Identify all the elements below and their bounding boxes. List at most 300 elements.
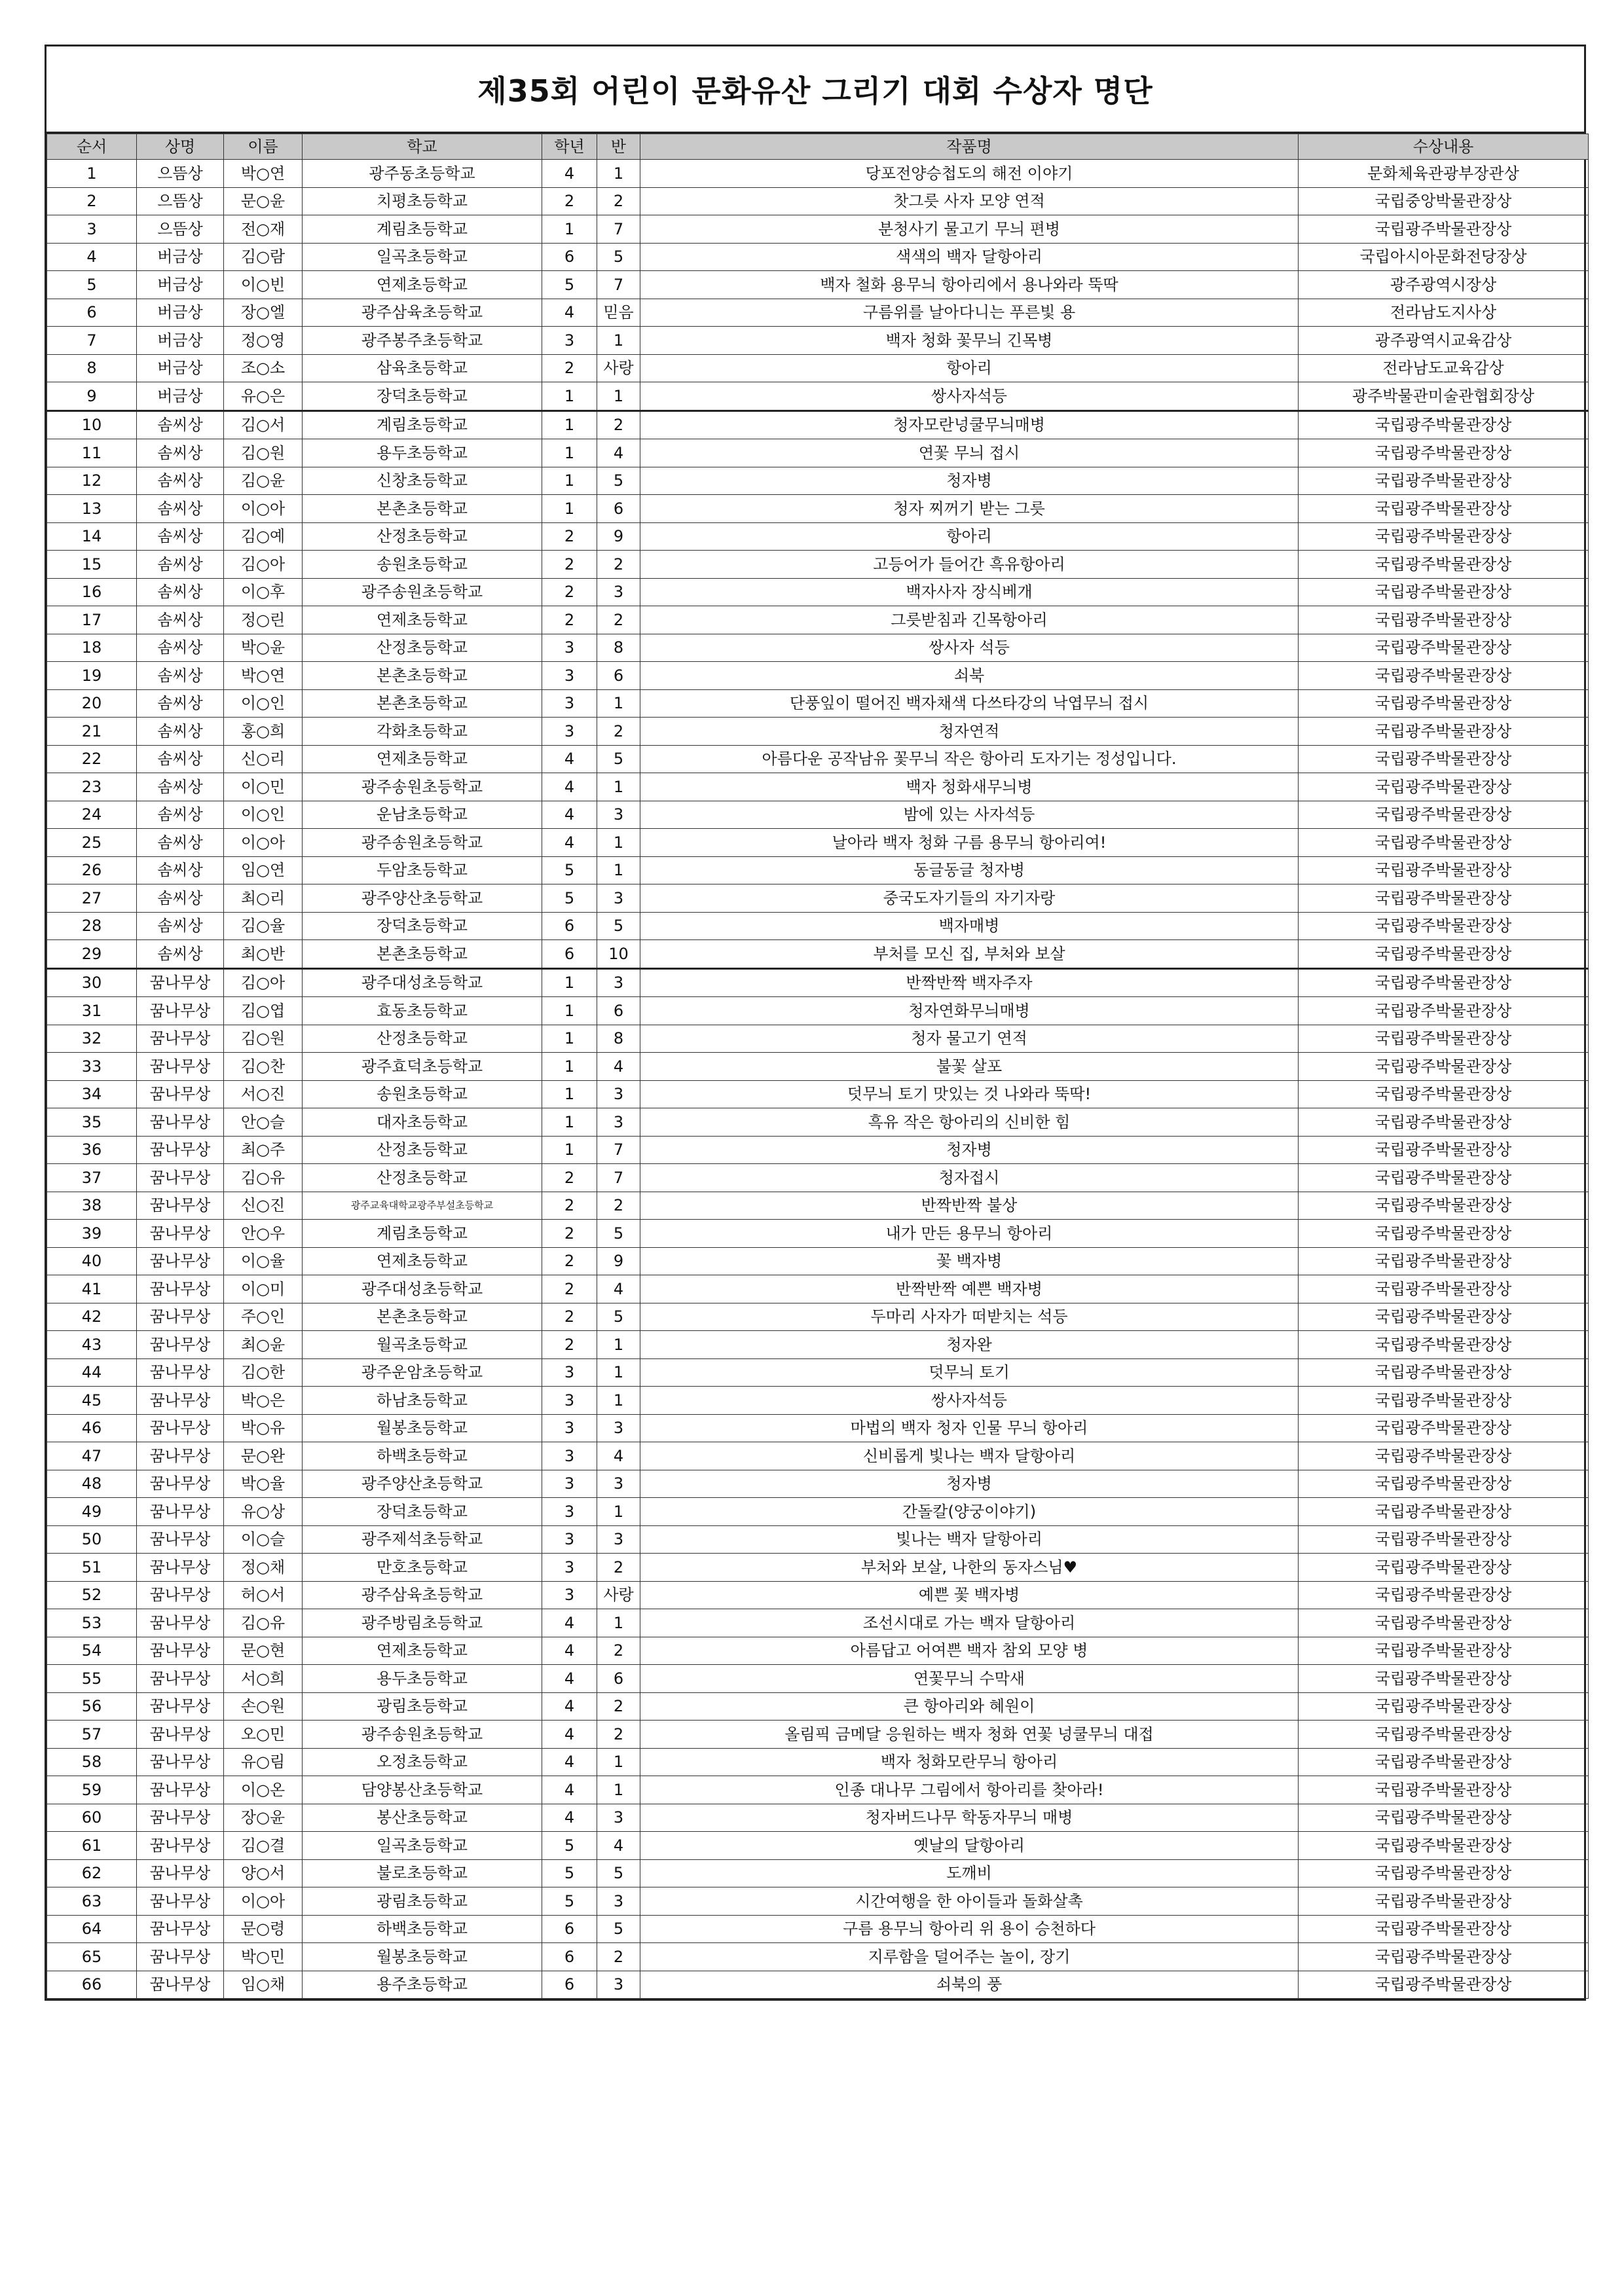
grade-cell: 2 (542, 606, 597, 634)
class-cell: 5 (597, 912, 640, 940)
award-cell: 꿈나무상 (137, 1053, 224, 1081)
table-row (47, 1776, 1589, 1804)
grade-cell: 4 (542, 1748, 597, 1776)
award-cell: 꿈나무상 (137, 1971, 224, 1999)
school-cell: 광주방림초등학교 (303, 1609, 542, 1637)
award-cell: 꿈나무상 (137, 1192, 224, 1220)
order-cell: 39 (47, 1220, 137, 1248)
grade-cell: 3 (542, 327, 597, 355)
prize-cell: 국립광주박물관장상 (1299, 1025, 1589, 1053)
award-cell: 꿈나무상 (137, 1136, 224, 1164)
school-cell: 광주송원초등학교 (303, 829, 542, 857)
award-cell: 솜씨상 (137, 801, 224, 829)
name-cell: 유○림 (224, 1748, 303, 1776)
name-cell: 박○은 (224, 1387, 303, 1415)
class-cell: 5 (597, 745, 640, 773)
work-title-cell: 항아리 (640, 522, 1299, 551)
work-title-cell: 항아리 (640, 354, 1299, 382)
class-cell: 1 (597, 160, 640, 188)
work-title-cell: 백자매병 (640, 912, 1299, 940)
name-cell: 장○엘 (224, 299, 303, 327)
school-cell: 광주운암초등학교 (303, 1358, 542, 1387)
class-cell: 1 (597, 689, 640, 718)
grade-cell: 6 (542, 243, 597, 271)
class-cell: 1 (597, 1358, 640, 1387)
prize-cell: 국립광주박물관장상 (1299, 801, 1589, 829)
grade-cell: 5 (542, 271, 597, 299)
school-cell: 광주효덕초등학교 (303, 1053, 542, 1081)
award-cell: 솜씨상 (137, 578, 224, 606)
work-title-cell: 청자연적 (640, 718, 1299, 746)
class-cell: 6 (597, 495, 640, 523)
name-cell: 유○상 (224, 1498, 303, 1526)
table-row (47, 884, 1589, 913)
prize-cell: 국립광주박물관장상 (1299, 410, 1589, 439)
name-cell: 최○주 (224, 1136, 303, 1164)
class-cell: 3 (597, 1414, 640, 1442)
table-row (47, 912, 1589, 940)
school-cell: 월봉초등학교 (303, 1943, 542, 1971)
class-cell: 6 (597, 662, 640, 690)
order-cell: 8 (47, 354, 137, 382)
work-title-cell: 청자 찌꺼기 받는 그릇 (640, 495, 1299, 523)
class-cell: 믿음 (597, 299, 640, 327)
class-cell: 1 (597, 829, 640, 857)
name-cell: 김○서 (224, 410, 303, 439)
school-cell: 장덕초등학교 (303, 912, 542, 940)
grade-cell: 1 (542, 968, 597, 997)
work-title-cell: 쌍사자석등 (640, 1387, 1299, 1415)
award-cell: 솜씨상 (137, 522, 224, 551)
name-cell: 문○윤 (224, 187, 303, 215)
work-title-cell: 청자모란넝쿨무늬매병 (640, 410, 1299, 439)
grade-cell: 4 (542, 1609, 597, 1637)
order-cell: 36 (47, 1136, 137, 1164)
table-row (47, 1554, 1589, 1582)
work-title-cell: 청자접시 (640, 1164, 1299, 1192)
grade-cell: 1 (542, 215, 597, 244)
work-title-cell: 구름 용무늬 항아리 위 용이 승천하다 (640, 1915, 1299, 1943)
grade-cell: 2 (542, 1275, 597, 1303)
award-cell: 으뜸상 (137, 187, 224, 215)
award-cell: 꿈나무상 (137, 1609, 224, 1637)
class-cell: 2 (597, 1637, 640, 1665)
order-cell: 20 (47, 689, 137, 718)
school-cell: 불로초등학교 (303, 1859, 542, 1887)
class-cell: 3 (597, 1080, 640, 1108)
table-row (47, 1108, 1589, 1137)
table-row (47, 215, 1589, 244)
prize-cell: 국립광주박물관장상 (1299, 997, 1589, 1025)
award-cell: 솜씨상 (137, 856, 224, 884)
table-row (47, 327, 1589, 355)
class-cell: 사랑 (597, 354, 640, 382)
work-title-cell: 조선시대로 가는 백자 달항아리 (640, 1609, 1299, 1637)
table-row (47, 1358, 1589, 1387)
work-title-cell: 그릇받침과 긴목항아리 (640, 606, 1299, 634)
award-cell: 꿈나무상 (137, 1080, 224, 1108)
order-cell: 28 (47, 912, 137, 940)
class-cell: 2 (597, 1692, 640, 1721)
school-cell: 치평초등학교 (303, 187, 542, 215)
school-cell: 광주제석초등학교 (303, 1525, 542, 1554)
prize-cell: 국립광주박물관장상 (1299, 773, 1589, 801)
table-row (47, 1053, 1589, 1081)
table-row (47, 856, 1589, 884)
prize-cell: 국립광주박물관장상 (1299, 1609, 1589, 1637)
prize-cell: 국립광주박물관장상 (1299, 968, 1589, 997)
award-cell: 꿈나무상 (137, 1525, 224, 1554)
class-cell: 5 (597, 243, 640, 271)
grade-cell: 2 (542, 1247, 597, 1275)
prize-cell: 국립광주박물관장상 (1299, 1525, 1589, 1554)
name-cell: 신○진 (224, 1192, 303, 1220)
award-cell: 꿈나무상 (137, 1692, 224, 1721)
school-cell: 용두초등학교 (303, 439, 542, 467)
grade-cell: 6 (542, 912, 597, 940)
prize-cell: 국립광주박물관장상 (1299, 1721, 1589, 1749)
work-title-cell: 도깨비 (640, 1859, 1299, 1887)
name-cell: 김○한 (224, 1358, 303, 1387)
class-cell: 2 (597, 1943, 640, 1971)
prize-cell: 국립광주박물관장상 (1299, 1220, 1589, 1248)
work-title-cell: 청자병 (640, 1470, 1299, 1498)
school-cell: 산정초등학교 (303, 522, 542, 551)
order-cell: 44 (47, 1358, 137, 1387)
name-cell: 이○미 (224, 1275, 303, 1303)
name-cell: 문○현 (224, 1637, 303, 1665)
class-cell: 4 (597, 439, 640, 467)
header-class: 반 (597, 134, 640, 160)
award-cell: 버금상 (137, 354, 224, 382)
school-cell: 광주양산초등학교 (303, 1470, 542, 1498)
class-cell: 2 (597, 1554, 640, 1582)
class-cell: 1 (597, 1331, 640, 1359)
table-row (47, 410, 1589, 439)
table-row (47, 1414, 1589, 1442)
award-cell: 솜씨상 (137, 689, 224, 718)
award-cell: 꿈나무상 (137, 1776, 224, 1804)
prize-cell: 전라남도교육감상 (1299, 354, 1589, 382)
header-prize: 수상내용 (1299, 134, 1589, 160)
work-title-cell: 동글동글 청자병 (640, 856, 1299, 884)
award-cell: 꿈나무상 (137, 968, 224, 997)
order-cell: 41 (47, 1275, 137, 1303)
grade-cell: 1 (542, 1025, 597, 1053)
name-cell: 박○윤 (224, 634, 303, 662)
name-cell: 이○아 (224, 495, 303, 523)
work-title-cell: 백자 철화 용무늬 항아리에서 용나와라 뚝딱 (640, 271, 1299, 299)
class-cell: 3 (597, 1887, 640, 1916)
work-title-cell: 간돌칼(양궁이야기) (640, 1498, 1299, 1526)
name-cell: 이○인 (224, 801, 303, 829)
award-cell: 솜씨상 (137, 551, 224, 579)
name-cell: 김○윤 (224, 467, 303, 495)
school-cell: 연제초등학교 (303, 606, 542, 634)
prize-cell: 국립광주박물관장상 (1299, 1748, 1589, 1776)
table-row (47, 1581, 1589, 1609)
work-title-cell: 고등어가 들어간 흑유항아리 (640, 551, 1299, 579)
class-cell: 1 (597, 856, 640, 884)
order-cell: 60 (47, 1804, 137, 1832)
order-cell: 35 (47, 1108, 137, 1137)
award-cell: 꿈나무상 (137, 1470, 224, 1498)
school-cell: 장덕초등학교 (303, 1498, 542, 1526)
award-cell: 꿈나무상 (137, 1498, 224, 1526)
school-cell: 본촌초등학교 (303, 940, 542, 969)
award-cell: 꿈나무상 (137, 1887, 224, 1916)
name-cell: 이○온 (224, 1776, 303, 1804)
class-cell: 3 (597, 968, 640, 997)
work-title-cell: 청자버드나무 학동자무늬 매병 (640, 1804, 1299, 1832)
order-cell: 15 (47, 551, 137, 579)
class-cell: 3 (597, 578, 640, 606)
work-title-cell: 분청사기 물고기 무늬 편병 (640, 215, 1299, 244)
grade-cell: 2 (542, 187, 597, 215)
table-row (47, 551, 1589, 579)
name-cell: 박○유 (224, 1414, 303, 1442)
table-row (47, 1303, 1589, 1331)
work-title-cell: 반짝반짝 백자주자 (640, 968, 1299, 997)
name-cell: 문○령 (224, 1915, 303, 1943)
class-cell: 3 (597, 1971, 640, 1999)
award-cell: 으뜸상 (137, 160, 224, 188)
work-title-cell: 마법의 백자 청자 인물 무늬 항아리 (640, 1414, 1299, 1442)
award-cell: 솜씨상 (137, 940, 224, 969)
grade-cell: 1 (542, 467, 597, 495)
award-cell: 솜씨상 (137, 773, 224, 801)
name-cell: 장○윤 (224, 1804, 303, 1832)
school-cell: 하백초등학교 (303, 1442, 542, 1470)
order-cell: 21 (47, 718, 137, 746)
grade-cell: 1 (542, 1136, 597, 1164)
school-cell: 하백초등학교 (303, 1915, 542, 1943)
table-row (47, 662, 1589, 690)
name-cell: 김○찬 (224, 1053, 303, 1081)
prize-cell: 국립광주박물관장상 (1299, 912, 1589, 940)
order-cell: 61 (47, 1832, 137, 1860)
work-title-cell: 연꽃무늬 수막새 (640, 1665, 1299, 1693)
school-cell: 광림초등학교 (303, 1692, 542, 1721)
work-title-cell: 쌍사자 석등 (640, 634, 1299, 662)
class-cell: 5 (597, 1859, 640, 1887)
prize-cell: 국립광주박물관장상 (1299, 1192, 1589, 1220)
prize-cell: 국립광주박물관장상 (1299, 940, 1589, 969)
order-cell: 47 (47, 1442, 137, 1470)
name-cell: 박○연 (224, 160, 303, 188)
work-title-cell: 부처를 모신 집, 부처와 보살 (640, 940, 1299, 969)
school-cell: 용두초등학교 (303, 1665, 542, 1693)
prize-cell: 국립중앙박물관장상 (1299, 187, 1589, 215)
prize-cell: 국립광주박물관장상 (1299, 215, 1589, 244)
grade-cell: 2 (542, 1303, 597, 1331)
order-cell: 31 (47, 997, 137, 1025)
name-cell: 조○소 (224, 354, 303, 382)
grade-cell: 6 (542, 1971, 597, 1999)
prize-cell: 국립광주박물관장상 (1299, 1470, 1589, 1498)
school-cell: 오정초등학교 (303, 1748, 542, 1776)
class-cell: 3 (597, 884, 640, 913)
table-row (47, 1331, 1589, 1359)
work-title-cell: 예쁜 꽃 백자병 (640, 1581, 1299, 1609)
name-cell: 신○리 (224, 745, 303, 773)
award-cell: 버금상 (137, 299, 224, 327)
class-cell: 1 (597, 327, 640, 355)
order-cell: 62 (47, 1859, 137, 1887)
school-cell: 운남초등학교 (303, 801, 542, 829)
award-cell: 꿈나무상 (137, 1108, 224, 1137)
class-cell: 4 (597, 1832, 640, 1860)
order-cell: 48 (47, 1470, 137, 1498)
grade-cell: 5 (542, 856, 597, 884)
table-row (47, 1387, 1589, 1415)
order-cell: 1 (47, 160, 137, 188)
work-title-cell: 내가 만든 용무늬 항아리 (640, 1220, 1299, 1248)
prize-cell: 국립광주박물관장상 (1299, 689, 1589, 718)
work-title-cell: 아름다운 공작남유 꽃무늬 작은 항아리 도자기는 정성입니다. (640, 745, 1299, 773)
class-cell: 1 (597, 382, 640, 411)
prize-cell: 국립광주박물관장상 (1299, 1108, 1589, 1137)
award-cell: 꿈나무상 (137, 1804, 224, 1832)
table-row (47, 1164, 1589, 1192)
work-title-cell: 부처와 보살, 나한의 동자스님♥ (640, 1554, 1299, 1582)
class-cell: 2 (597, 1192, 640, 1220)
school-cell: 담양봉산초등학교 (303, 1776, 542, 1804)
class-cell: 10 (597, 940, 640, 969)
grade-cell: 4 (542, 1804, 597, 1832)
table-row (47, 1275, 1589, 1303)
work-title-cell: 쇠북의 풍 (640, 1971, 1299, 1999)
prize-cell: 광주박물관미술관협회장상 (1299, 382, 1589, 411)
table-row (47, 299, 1589, 327)
work-title-cell: 꽃 백자병 (640, 1247, 1299, 1275)
prize-cell: 국립광주박물관장상 (1299, 1498, 1589, 1526)
order-cell: 63 (47, 1887, 137, 1916)
award-cell: 솜씨상 (137, 634, 224, 662)
grade-cell: 4 (542, 299, 597, 327)
school-cell: 광주봉주초등학교 (303, 327, 542, 355)
class-cell: 1 (597, 1776, 640, 1804)
grade-cell: 3 (542, 1498, 597, 1526)
award-cell: 버금상 (137, 382, 224, 411)
order-cell: 65 (47, 1943, 137, 1971)
order-cell: 64 (47, 1915, 137, 1943)
order-cell: 4 (47, 243, 137, 271)
name-cell: 문○완 (224, 1442, 303, 1470)
prize-cell: 국립광주박물관장상 (1299, 1859, 1589, 1887)
prize-cell: 국립광주박물관장상 (1299, 1971, 1589, 1999)
table-row (47, 1887, 1589, 1916)
prize-cell: 국립광주박물관장상 (1299, 495, 1589, 523)
order-cell: 29 (47, 940, 137, 969)
name-cell: 김○원 (224, 1025, 303, 1053)
table-row (47, 1525, 1589, 1554)
table-row (47, 1748, 1589, 1776)
prize-cell: 국립광주박물관장상 (1299, 467, 1589, 495)
class-cell: 7 (597, 1164, 640, 1192)
prize-cell: 국립아시아문화전당장상 (1299, 243, 1589, 271)
grade-cell: 2 (542, 1164, 597, 1192)
table-row (47, 1971, 1589, 1999)
grade-cell: 1 (542, 1053, 597, 1081)
order-cell: 16 (47, 578, 137, 606)
table-row (47, 718, 1589, 746)
table-row (47, 745, 1589, 773)
award-cell: 솜씨상 (137, 439, 224, 467)
name-cell: 주○인 (224, 1303, 303, 1331)
grade-cell: 4 (542, 160, 597, 188)
header-school: 학교 (303, 134, 542, 160)
prize-cell: 국립광주박물관장상 (1299, 1692, 1589, 1721)
grade-cell: 5 (542, 1859, 597, 1887)
name-cell: 정○채 (224, 1554, 303, 1582)
work-title-cell: 지루함을 덜어주는 놀이, 장기 (640, 1943, 1299, 1971)
order-cell: 27 (47, 884, 137, 913)
prize-cell: 국립광주박물관장상 (1299, 745, 1589, 773)
grade-cell: 4 (542, 829, 597, 857)
school-cell: 각화초등학교 (303, 718, 542, 746)
school-cell: 두암초등학교 (303, 856, 542, 884)
work-title-cell: 청자병 (640, 467, 1299, 495)
order-cell: 6 (47, 299, 137, 327)
order-cell: 33 (47, 1053, 137, 1081)
award-list-sheet (45, 45, 1586, 2001)
class-cell: 2 (597, 1721, 640, 1749)
award-cell: 꿈나무상 (137, 1859, 224, 1887)
table-row (47, 271, 1589, 299)
name-cell: 양○서 (224, 1859, 303, 1887)
school-cell: 광주삼육초등학교 (303, 299, 542, 327)
name-cell: 손○원 (224, 1692, 303, 1721)
work-title-cell: 빛나는 백자 달항아리 (640, 1525, 1299, 1554)
class-cell: 7 (597, 1136, 640, 1164)
award-cell: 꿈나무상 (137, 997, 224, 1025)
order-cell: 42 (47, 1303, 137, 1331)
work-title-cell: 신비롭게 빛나는 백자 달항아리 (640, 1442, 1299, 1470)
table-row (47, 689, 1589, 718)
order-cell: 56 (47, 1692, 137, 1721)
prize-cell: 국립광주박물관장상 (1299, 1804, 1589, 1832)
grade-cell: 1 (542, 1108, 597, 1137)
header-name: 이름 (224, 134, 303, 160)
work-title-cell: 백자사자 장식베개 (640, 578, 1299, 606)
school-cell: 일곡초등학교 (303, 243, 542, 271)
grade-cell: 1 (542, 382, 597, 411)
order-cell: 9 (47, 382, 137, 411)
table-row (47, 1859, 1589, 1887)
table-row (47, 1498, 1589, 1526)
table-row (47, 606, 1589, 634)
table-row (47, 801, 1589, 829)
award-cell: 꿈나무상 (137, 1358, 224, 1387)
order-cell: 38 (47, 1192, 137, 1220)
header-order: 순서 (47, 134, 137, 160)
school-cell: 산정초등학교 (303, 1025, 542, 1053)
grade-cell: 3 (542, 1581, 597, 1609)
school-cell: 하남초등학교 (303, 1387, 542, 1415)
grade-cell: 1 (542, 1080, 597, 1108)
name-cell: 이○후 (224, 578, 303, 606)
grade-cell: 6 (542, 940, 597, 969)
order-cell: 25 (47, 829, 137, 857)
order-cell: 55 (47, 1665, 137, 1693)
work-title-cell: 백자 청화모란무늬 항아리 (640, 1748, 1299, 1776)
prize-cell: 전라남도지사상 (1299, 299, 1589, 327)
award-cell: 꿈나무상 (137, 1721, 224, 1749)
table-row (47, 940, 1589, 969)
work-title-cell: 쇠북 (640, 662, 1299, 690)
prize-cell: 국립광주박물관장상 (1299, 1915, 1589, 1943)
